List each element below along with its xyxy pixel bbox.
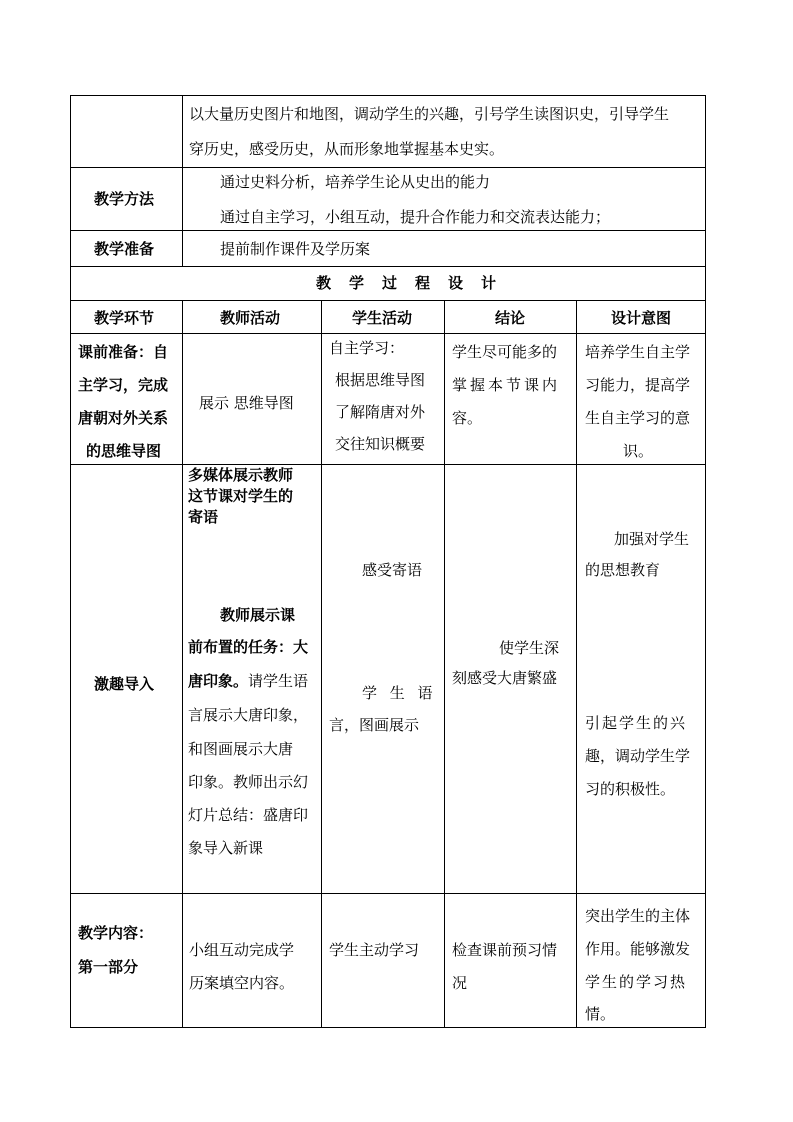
row2-teacher-task-line: 教师展示课 [220,606,296,624]
process-title: 教学过程设计 [316,274,515,292]
row1-intent-line: 识。 [623,442,654,460]
divider-after-headers [70,333,706,334]
row2-intent-line: 引起学生的兴 [585,714,688,732]
col-divider-2 [321,300,322,1028]
border-top [70,95,706,96]
row2-intent-line: 趣，调动学生学 [585,747,691,765]
border-bottom [70,1027,706,1028]
row3-teacher-line: 历案填空内容。 [189,974,295,992]
divider-after-title [70,300,706,301]
prep-label: 教学准备 [94,240,155,258]
row3-stage-line: 教学内容： [78,924,154,942]
row2-stage: 激趣导入 [94,675,155,693]
row2-teacher-bold-line: 寄语 [188,508,219,526]
divider-after-prep [70,266,706,267]
row3-stage-line: 第一部分 [78,958,139,976]
row2-teacher-line: 灯片总结：盛唐印 [188,806,309,824]
row2-teacher-line: 印象。教师出示幻 [188,773,309,791]
row3-intent-line: 情。 [585,1005,616,1023]
header-intent: 设计意图 [611,309,672,327]
row3-intent-line: 突出学生的主体 [585,907,691,925]
row3-student: 学生主动学习 [329,941,420,959]
row2-student-line: 学 生 语 [362,684,437,702]
divider-after-row2 [70,893,706,894]
row1-intent-line: 培养学生自主学 [585,343,691,361]
intro-line-2: 穿历史，感受历史，从而形象地掌握基本史实。 [189,140,505,158]
header-student: 学生活动 [352,309,413,327]
row1-stage-line: 唐朝对外关系 [78,409,169,427]
divider-after-row1 [70,464,706,465]
row2-student-line: 感受寄语 [362,561,423,579]
col-divider-1 [182,300,183,1028]
row2-teacher-bold-line: 多媒体展示教师 [188,466,294,484]
row3-conclusion-line: 况 [452,974,468,992]
row1-conclusion-line: 掌握本节课内 [452,376,561,394]
divider-after-intro [70,167,706,168]
row2-conclusion-line: 使学生深 [499,639,560,657]
col-divider-4 [576,300,577,1028]
intro-line-1: 以大量历史图片和地图，调动学生的兴趣，引号学生读图识史，引导学生 [189,105,670,123]
border-right [705,95,706,1028]
label-divider [182,95,183,266]
row2-intent-line: 加强对学生 [614,530,690,548]
row2-intent-line: 习的积极性。 [585,780,676,798]
row2-teacher-line: 象导入新课 [188,839,264,857]
row1-stage-line: 的思维导图 [86,442,162,460]
row1-stage-line: 课前准备：自 [78,343,169,361]
methods-label: 教学方法 [94,190,155,208]
row1-student-line: 了解隋唐对外 [335,403,426,421]
row1-student-line: 自主学习： [329,339,405,357]
col-divider-3 [444,300,445,1028]
header-stage: 教学环节 [94,309,155,327]
prep-text: 提前制作课件及学历案 [220,240,371,258]
row2-teacher-line: 言展示大唐印象， [188,706,309,724]
row2-teacher-rest-start: 请学生语 [248,672,309,690]
row3-teacher-line: 小组互动完成学 [189,941,295,959]
methods-line-2: 通过自主学习，小组互动，提升合作能力和交流表达能力； [220,208,611,226]
row3-intent-line: 作用。能够激发 [585,940,691,958]
row1-intent-line: 习能力，提高学 [585,376,691,394]
divider-after-methods [70,230,706,231]
row2-teacher-line [188,674,308,689]
header-conclusion: 结论 [495,309,526,327]
border-left [70,95,71,1028]
row2-teacher-bold-line: 这节课对学生的 [188,487,294,505]
row2-teacher-line: 和图画展示大唐 [188,740,294,758]
header-teacher: 教师活动 [220,309,281,327]
row1-conclusion-line: 学生尽可能多的 [452,343,558,361]
row1-intent-line: 生自主学习的意 [585,409,691,427]
row2-student-line: 言，图画展示 [329,716,420,734]
row2-intent-line: 的思想教育 [585,561,661,579]
row3-intent-line: 学生的学习热 [585,973,688,991]
row3-conclusion-line: 检查课前预习情 [452,941,558,959]
row1-conclusion-line: 容。 [452,409,483,427]
methods-line-1: 通过史料分析，培养学生论从史出的能力 [220,173,491,191]
row2-teacher-task-end: 唐印象。 [188,672,249,690]
row1-teacher: 展示 思维导图 [199,394,294,412]
row2-teacher-task-line: 前布置的任务：大 [188,638,309,656]
row1-stage-line: 主学习，完成 [78,376,169,394]
row1-student-line: 根据思维导图 [335,371,426,389]
row2-conclusion-line: 刻感受大唐繁盛 [452,669,558,687]
row1-student-line: 交往知识概要 [335,435,426,453]
